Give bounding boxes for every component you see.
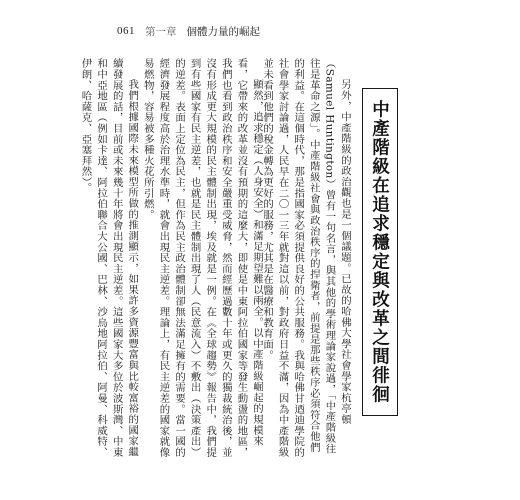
section-title-box	[362, 88, 398, 416]
header-chapter-title: 個體力量的崛起	[186, 25, 260, 38]
page-header	[117, 24, 260, 38]
text-column-left	[79, 58, 264, 458]
paragraph-2: 顯然，追求穩定（人身安全）和滿足期望難以兩全。以中產階級崛起的規模來看，它帶來的改革並沒有預期的這麼大，即使是中東阿拉伯國家等發生動盪的地區，我們也看到政治秩序和安全嚴重受威脅，然而經歷過數十年或更久的獨裁統治後，並沒有形成更大規模的民主體制出現，埃及就是一例。在《全球趨勢》報告中，我們提到有些國家有民主逆差，也就是民主體制出現了人（民意流入）不敷出（決策產出）的逆差。表面上定位為民主，但作為民主政治體制卻無法滿足擁有的需要。當一國的經濟發展程度高於治理水準時，就會出現民主逆差。理論上，有民主逆差的國家就像易燃物，容易被多種火花所引燃。	[141, 58, 263, 458]
paragraph-1: 另外，中產階級的政治觀也是一個議題。已故的哈佛大學社會學家杭亭頓（Samuel Huntington）曾有一句名言，與其他的學術理論家說過，「中產階級往往是革命之源」。中產階級社會與政治秩序的捍衛者，前提是那些秩序必須符合他們的利益。在這個時代，那是指國家必須提供良好的公共服務。我與哈佛甘迺迪學院的社會學家討論過，人民早在二〇一三年就對這以前，對政府日益不滿，因為中產階級並未看到他們的稅金轉為更好的服務，尤其是在醫療和教育面。	[261, 58, 351, 458]
text-column-right	[261, 58, 352, 458]
header-chapter: 第一章	[145, 25, 177, 38]
paragraph-3: 我們根據國際未來模型所做的推測顯示，如果許多資源豐富與比較富裕的國家繼續發展的話，目前或未來幾十年將會出現民主逆差。這些國家大多位於波斯灣、中東和中亞地區（例如卡達、阿拉伯聯合大公國、巴林、沙烏地阿拉伯、阿曼、科威特、伊朗、哈薩克、亞塞拜然）。	[79, 58, 139, 458]
section-title: 中產階級在追求穩定與改革之間徘徊	[369, 100, 390, 404]
page-number: 061	[117, 25, 135, 37]
